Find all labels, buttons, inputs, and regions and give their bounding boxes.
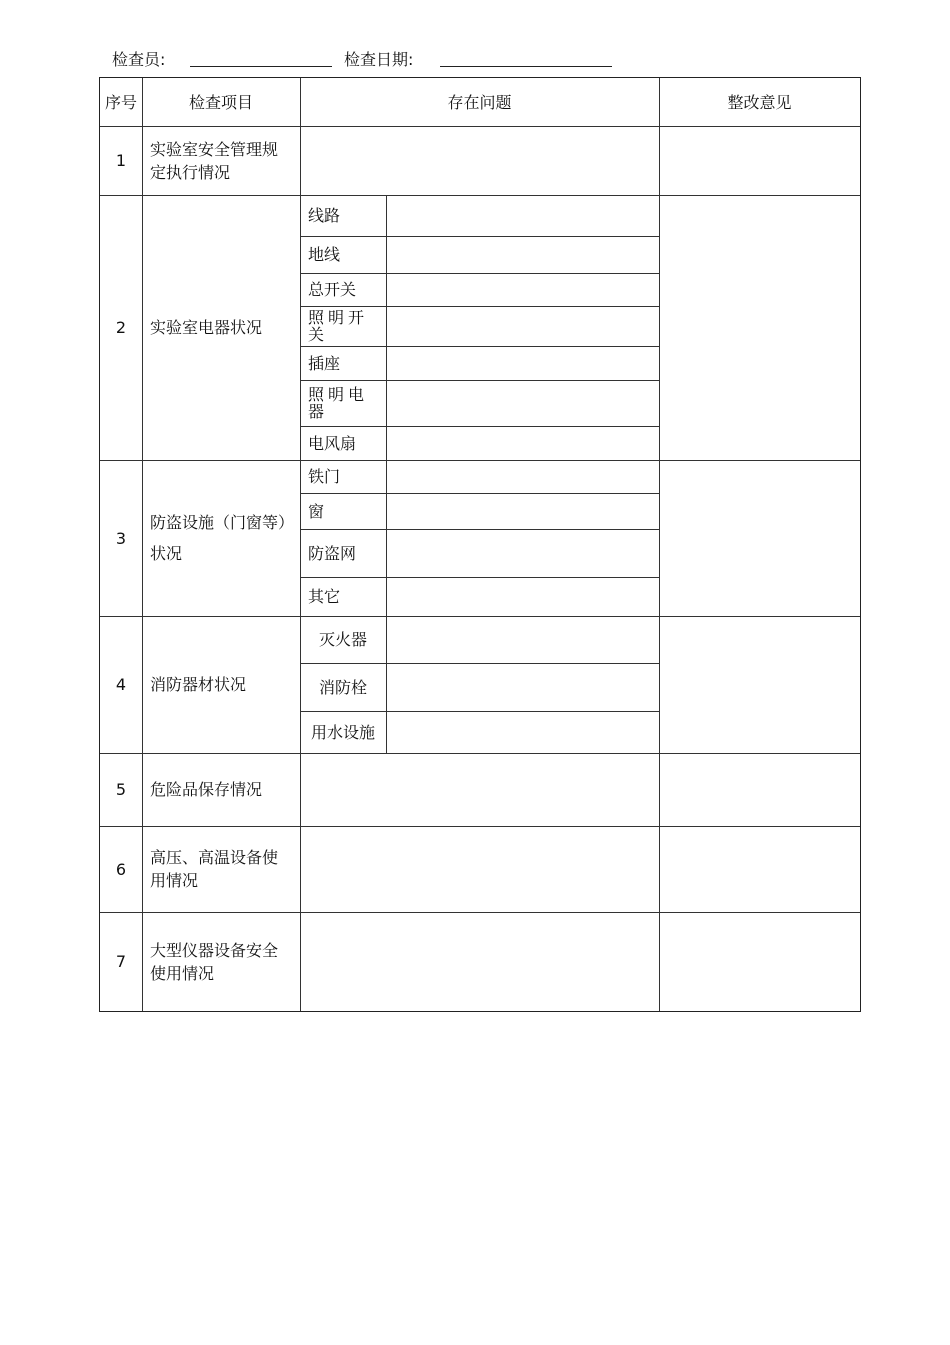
row-item: 消防器材状况 [150, 675, 247, 694]
row-seq: 7 [115, 952, 127, 971]
sub-item: 消防栓 [318, 677, 367, 697]
advice-cell[interactable] [659, 126, 860, 195]
inspector-label: 检查员: [112, 50, 166, 69]
row-item: 危险品保存情况 [150, 780, 263, 799]
row-seq: 2 [115, 318, 127, 337]
row-seq: 4 [115, 675, 127, 694]
row-item: 防盗设施（门窗等）状况 [150, 513, 287, 563]
advice-cell[interactable] [659, 753, 860, 826]
sub-item: 其它 [308, 587, 341, 606]
sub-item: 照明电器 [308, 385, 369, 421]
sub-item: 防盗网 [308, 543, 357, 563]
date-label: 检查日期: [344, 50, 414, 69]
issues-cell[interactable] [386, 195, 659, 460]
sub-item: 窗 [308, 501, 325, 521]
row-seq: 1 [115, 151, 127, 170]
row-item: 高压、高温设备使用情况 [150, 848, 279, 890]
advice-cell[interactable] [659, 826, 860, 912]
row-seq: 6 [115, 859, 127, 879]
row-seq: 3 [115, 528, 127, 548]
sub-item: 插座 [308, 353, 341, 373]
col-header-item: 检查项目 [188, 92, 253, 112]
inspection-table [99, 77, 861, 1012]
row-item: 实验室安全管理规定执行情况 [150, 139, 279, 182]
issues-cell[interactable] [300, 126, 659, 195]
sub-item: 总开关 [308, 280, 357, 299]
issues-cell[interactable] [300, 826, 659, 912]
sub-item: 地线 [308, 245, 341, 264]
col-header-advice: 整改意见 [727, 92, 792, 112]
advice-cell[interactable] [659, 912, 860, 1011]
sub-item: 线路 [308, 206, 341, 225]
inspector-field[interactable] [190, 66, 332, 67]
row-item: 大型仪器设备安全使用情况 [150, 940, 279, 983]
advice-cell[interactable] [659, 616, 860, 753]
sub-item: 铁门 [308, 467, 341, 486]
sub-item: 灭火器 [318, 630, 367, 649]
date-field[interactable] [440, 66, 612, 67]
sub-item: 电风扇 [308, 433, 357, 453]
issues-cell[interactable] [300, 912, 659, 1011]
row-seq: 5 [115, 780, 127, 799]
row-item: 实验室电器状况 [150, 318, 263, 337]
advice-cell[interactable] [659, 195, 860, 460]
sub-item: 照明开关 [308, 308, 369, 344]
col-header-issues: 存在问题 [447, 92, 512, 112]
advice-cell[interactable] [659, 460, 860, 616]
issues-cell[interactable] [300, 753, 659, 826]
issues-cell[interactable] [386, 460, 659, 616]
col-header-seq: 序号 [104, 92, 137, 112]
sub-item: 用水设施 [310, 722, 375, 742]
issues-cell[interactable] [386, 616, 659, 753]
